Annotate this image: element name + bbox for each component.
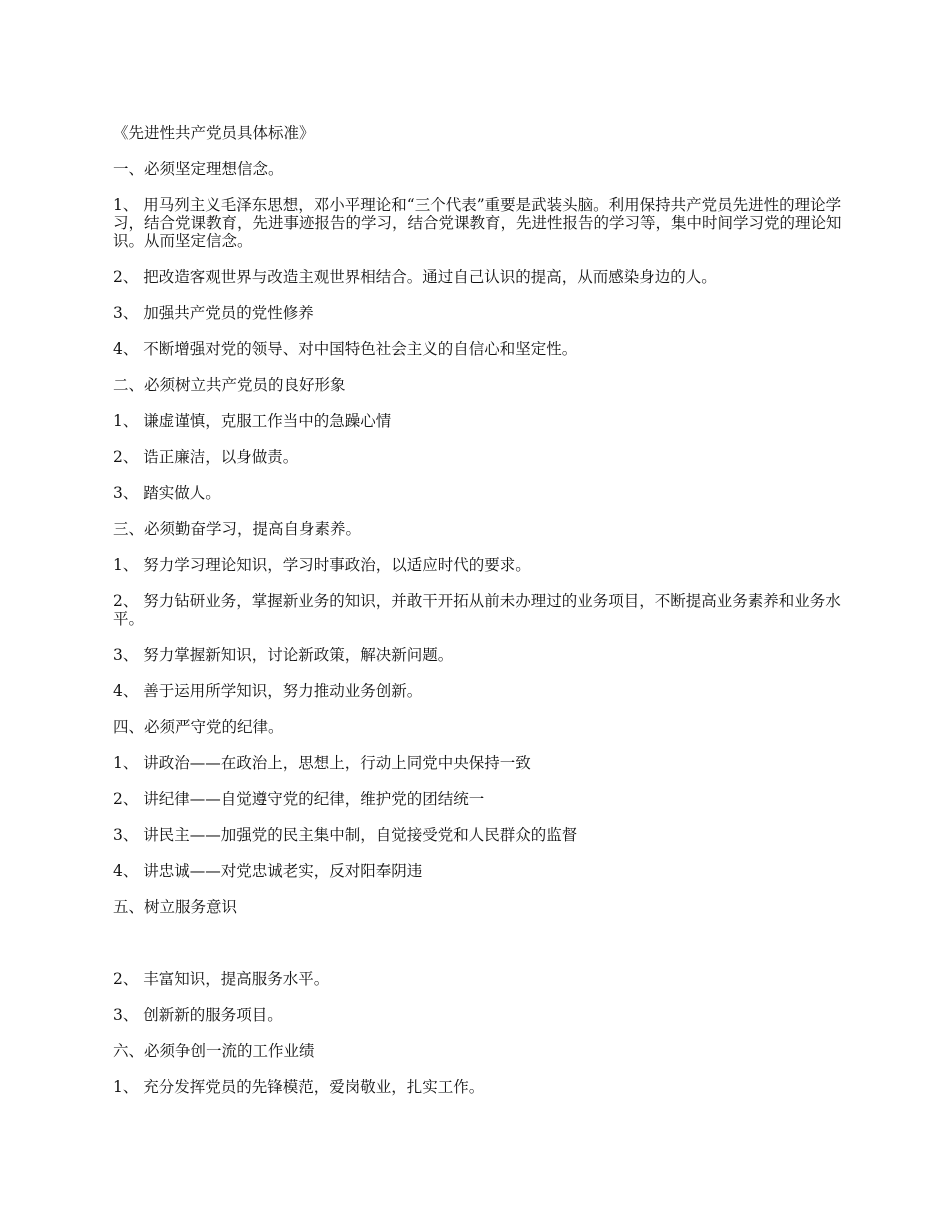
paragraph: 3、 踏实做人。 <box>113 484 221 502</box>
paragraph: 2、 丰富知识，提高服务水平。 <box>113 970 330 988</box>
paragraph: 2、 诰正廉洁，以身做责。 <box>113 448 299 466</box>
section-heading-4: 四、必须严守党的纪律。 <box>113 718 284 736</box>
section-heading-3: 三、必须勤奋学习，提高自身素养。 <box>113 520 362 538</box>
paragraph: 2、 努力钻研业务，掌握新业务的知识，并敢干开拓从前未办理过的业务项目，不断提高业务素养和业务水平。 <box>113 592 841 628</box>
paragraph: 1、 谦虚谨慎，克服工作当中的急躁心情 <box>113 412 392 430</box>
document-body <box>113 124 843 1114</box>
paragraph: 2、 把改造客观世界与改造主观世界相结合。通过自己认识的提高，从而感染身边的人。 <box>113 268 717 286</box>
paragraph: 4、 不断增强对党的领导、对中国特色社会主义的自信心和坚定性。 <box>113 340 578 358</box>
paragraph: 3、 加强共产党员的党性修养 <box>113 304 314 322</box>
paragraph: 2、 讲纪律——自觉遵守党的纪律，维护党的团结统一 <box>113 790 485 808</box>
blank-line <box>113 934 843 970</box>
paragraph: 1、 充分发挥党员的先锋模范，爱岗敬业，扎实工作。 <box>113 1078 485 1096</box>
paragraph: 1、 努力学习理论知识，学习时事政治，以适应时代的要求。 <box>113 556 531 574</box>
section-heading-2: 二、必须树立共产党员的良好形象 <box>113 376 346 394</box>
paragraph: 3、 讲民主——加强党的民主集中制，自觉接受党和人民群众的监督 <box>113 826 578 844</box>
section-heading-5: 五、树立服务意识 <box>113 898 238 916</box>
paragraph: 4、 讲忠诚——对党忠诚老实，反对阳奉阴违 <box>113 862 423 880</box>
paragraph: 3、 创新新的服务项目。 <box>113 1006 283 1024</box>
section-heading-6: 六、必须争创一流的工作业绩 <box>113 1042 315 1060</box>
paragraph: 1、 讲政治——在政治上，思想上，行动上同党中央保持一致 <box>113 754 531 772</box>
paragraph: 3、 努力掌握新知识，讨论新政策，解决新问题。 <box>113 646 454 664</box>
paragraph: 4、 善于运用所学知识，努力推动业务创新。 <box>113 682 423 700</box>
section-heading-1: 一、必须坚定理想信念。 <box>113 160 284 178</box>
paragraph: 1、 用马列主义毛泽东思想，邓小平理论和“三个代表”重要是武装头脑。利用保持共产党员先进性的理论学习，结合党课教育，先进事迹报告的学习，结合党课教育，先进性报告的学习等，集中时间学习党的理论知识。从而坚定信念。 <box>113 196 842 250</box>
document-title: 《先进性共产党员具体标准》 <box>113 124 315 142</box>
